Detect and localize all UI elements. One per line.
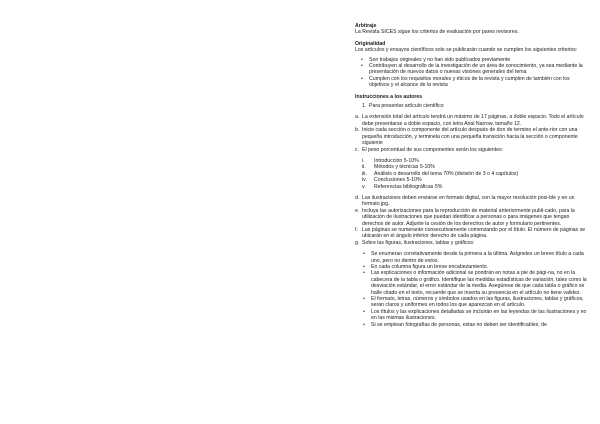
- list-marker: b.: [355, 127, 360, 134]
- list-item: [355, 240, 587, 246]
- list-text: Sobre las figuras, ilustraciones, tablas y gráficos:: [362, 239, 475, 246]
- list-item-1: [355, 103, 587, 109]
- list-text: Métodos y técnicas 5-10%: [374, 164, 435, 171]
- list-text: El peso porcentual de sus componentes serán los siguientes:: [362, 146, 504, 153]
- list-marker: f.: [355, 226, 358, 233]
- list-item: • Son trabajos originales y no han sido publicados previamente: [369, 57, 587, 63]
- instrucciones-heading: Instrucciones a los autores: [355, 93, 423, 100]
- list-item: [355, 127, 587, 146]
- list-text: Introducción 5-10%: [374, 157, 419, 164]
- list-text: Las páginas se numerarán consecutivamente comenzando por el título. El número de páginas se ubicarán en el ángulo inferior derecho de cada página.: [362, 226, 586, 240]
- originalidad-heading: Originalidad: [355, 40, 386, 47]
- list-item: • Se enumeran correlativamente desde la primera a la última. Asígneles un breve título a cada uno, pero no dentro de estos.: [371, 251, 587, 264]
- list-item: • Los títulos y las explicaciones detalladas se incluirán en las leyendas de las ilustraciones y no en las mismas ilustraciones.: [371, 309, 587, 322]
- list-marker: iii.: [362, 170, 367, 177]
- list-item: • El formato, letras, números y símbolos usados en las figuras, ilustraciones, tablas y gráficos, serán claros y uniformes en todos los que aparezcan en el artículo.: [371, 296, 587, 309]
- list-item: • En cada columna figura un breve encabezamiento.: [371, 264, 587, 270]
- list-marker: ii.: [362, 164, 366, 171]
- figures-guidelines-list: [355, 251, 587, 328]
- list-marker: 1.: [362, 103, 367, 110]
- alpha-list-ac: [355, 114, 587, 152]
- list-marker: g.: [355, 239, 360, 246]
- list-item: • Si se emplean fotografías de personas, estas no deben ser identificables; de: [371, 322, 587, 328]
- list-item: [355, 208, 587, 227]
- list-text: Referencias bibliográficas 5%: [374, 183, 443, 190]
- alpha-list-dg: [355, 195, 587, 246]
- list-marker: v.: [362, 183, 366, 190]
- list-text: Conclusiones 5-10%: [374, 177, 422, 184]
- list-marker: e.: [355, 207, 360, 214]
- originalidad-intro: Los artículos y ensayos científicos solo se publicarán cuando se cumplen los siguientes criterios:: [355, 47, 578, 54]
- list-marker: a.: [355, 114, 360, 121]
- list-text: Análisis o desarrollo del tema 70% (división de 3 o 4 capítulos): [374, 170, 519, 177]
- list-marker: i.: [362, 157, 365, 164]
- document-column: [355, 23, 587, 328]
- arbitraje-heading: Arbitraje: [355, 23, 377, 29]
- list-item: [355, 227, 587, 240]
- list-marker: iv.: [362, 177, 367, 184]
- list-marker: d.: [355, 194, 360, 201]
- list-text: Las ilustraciones deben enviarse en formato digital, con la mayor resolución posi-ble y en un formato jpg.: [362, 194, 575, 208]
- list-text: Incluya las autorizaciones para la reproducción de material anteriormente publi-cado, para la utilización de ilustraciones que puedan identificar a personas o para imágenes que tengan derechos de autor. Adjunte la cesión de los derechos de autor y formulario pertinentes.: [362, 207, 575, 227]
- list-text: Para presentar artículo científico: [369, 103, 444, 110]
- list-marker: c.: [355, 146, 360, 153]
- list-item: • Las explicaciones o información adicional se pondrán en notas a pie de pági-na, no en la cabecera de la tabla o gráfico. Identifique las medidas estadísticas de variación, tales como la desviación estándar, el error estándar de la media. Asegúrese de que cada tabla o gráfico se halle citado en el texto, recuerde que se inserta su presencia en el artículo no tiene validez.: [371, 270, 587, 296]
- list-item: [355, 195, 587, 208]
- list-item: • Cumplen con los requisitos morales y éticos de la revista y cumplen de también con los objetivos y el alcance de la revista: [369, 76, 587, 89]
- list-item: [355, 114, 587, 127]
- roman-list: [355, 158, 587, 190]
- list-text: La extensión total del artículo tendrá un máximo de 17 páginas, a doble espacio. Todo el artículo debe presentarse a doble espacio, con letra Arial Narrow, tamaño 12.: [362, 114, 584, 127]
- list-item: • Contribuyen al desarrollo de la investigación de un área de conocimiento, ya sea mediante la presentación de nuevos datos o nuevas visiones generales del tema: [369, 63, 587, 76]
- list-item: [362, 184, 587, 190]
- list-text: Inicie cada sección o componente del artículo después de don de termino el ante-rior con una pequeña introducción, y terminela con una pequeña transición hacia la sección o componente siguiente: [362, 127, 578, 147]
- originalidad-criteria-list: [355, 57, 587, 89]
- list-item: [355, 147, 587, 153]
- arbitraje-text: La Revista SICES sigue los criterios de evaluación por pares revisores.: [355, 29, 519, 36]
